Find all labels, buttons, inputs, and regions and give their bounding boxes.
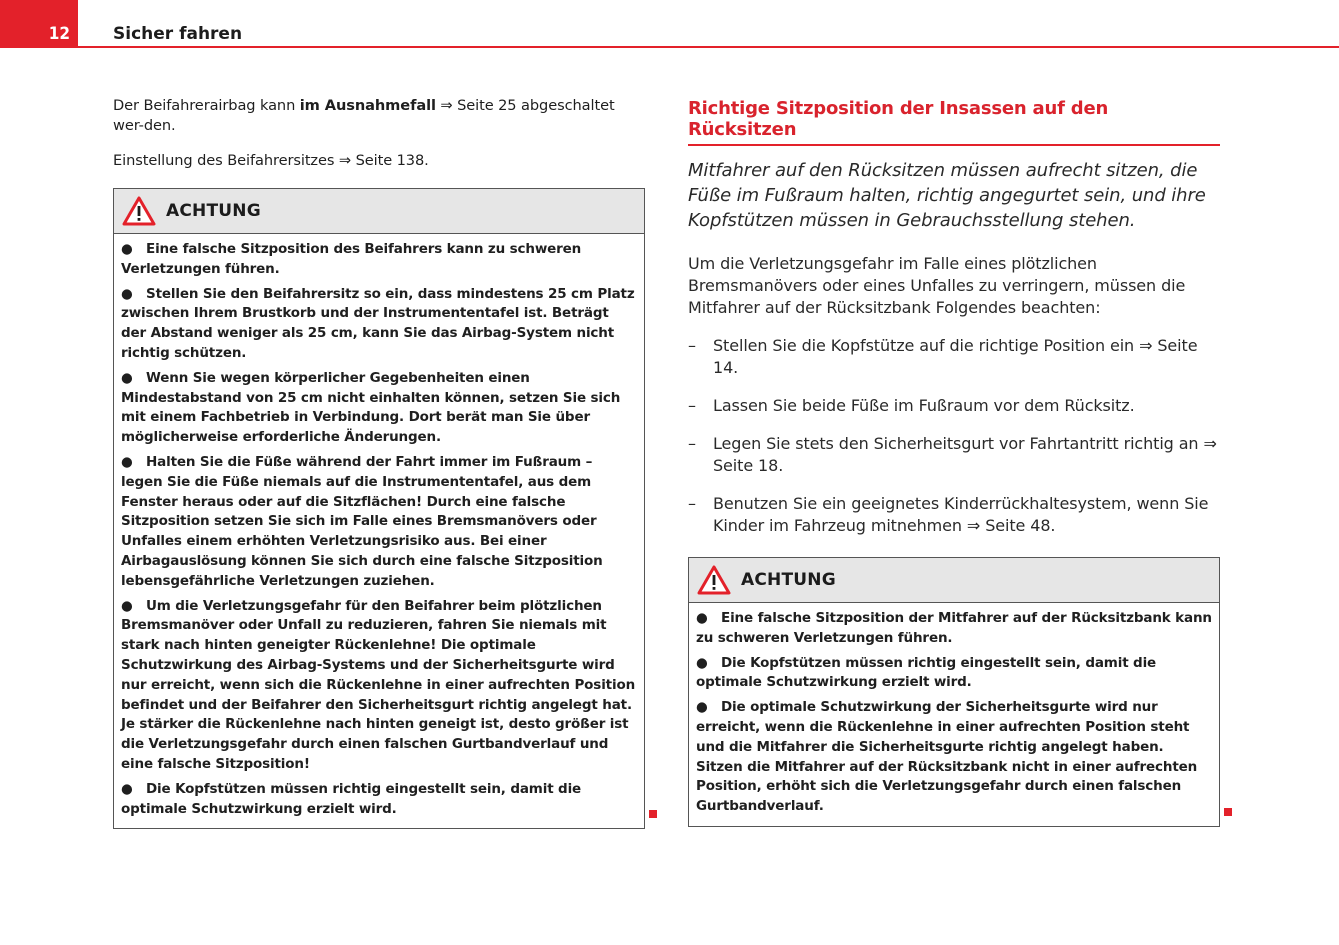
intro-paragraph: Um die Verletzungsgefahr im Falle eines plötzlichen Bremsmanövers oder eines Unfalles zu verringern, müssen die Mitfahrer auf der Rücksitzbank Folgendes beachten: xyxy=(688,254,1186,317)
warning-item xyxy=(121,780,637,820)
list-item xyxy=(688,493,1220,537)
warning-text: Wenn Sie wegen körperlicher Gegebenheiten einen Mindestabstand von 25 cm nicht einhalten können, setzen Sie sich mit einem Fachbetrieb in Verbindung. Dort berät man Sie über möglicherweise erforderliche Änderungen. xyxy=(121,369,621,446)
bullet-icon: ● xyxy=(121,780,133,797)
list-item-text: Stellen Sie die Kopfstütze auf die richtige Position ein ⇒ Seite 14. xyxy=(713,336,1198,377)
left-column xyxy=(113,96,645,829)
warning-text: Die optimale Schutzwirkung der Sicherheitsgurte wird nur erreicht, wenn die Rückenlehne in einer aufrechten Position steht und die Mitfahrer die Sicherheitsgurte richtig angelegt haben. Sitzen die Mitfahrer auf der Rücksitzbank nicht in einer aufrechten Position, erhöht sich die Verletzungsgefahr durch einen falschen Gurtbandverlauf. xyxy=(696,699,1198,815)
warning-header xyxy=(689,558,1219,603)
bullet-icon: ● xyxy=(121,241,133,257)
bullet-icon: ● xyxy=(121,597,133,614)
list-item xyxy=(688,395,1220,417)
warning-body xyxy=(114,234,644,828)
section-title: Richtige Sitzposition der Insassen auf den Rücksitzen xyxy=(688,96,1220,146)
dash-icon: – xyxy=(688,396,696,415)
warning-text: Eine falsche Sitzposition des Beifahrers kann zu schweren Verletzungen führen. xyxy=(121,241,582,277)
warning-item xyxy=(121,369,637,448)
warning-box-left xyxy=(113,188,645,829)
list-item-text: Legen Sie stets den Sicherheitsgurt vor Fahrtantritt richtig an ⇒ Seite 18. xyxy=(713,434,1217,475)
warning-item xyxy=(121,285,637,364)
bullet-icon: ● xyxy=(121,285,133,302)
header-rule xyxy=(78,46,1339,48)
section-lead: Mitfahrer auf den Rücksitzen müssen aufrecht sitzen, die Füße im Fußraum halten, richtig angegurtet sein, und ihre Kopfstützen müssen in Gebrauchsstellung stehen. xyxy=(688,160,1206,231)
warning-item xyxy=(121,453,637,592)
paragraph-airbag xyxy=(113,96,645,136)
list-item-text: Lassen Sie beide Füße im Fußraum vor dem Rücksitz. xyxy=(713,396,1135,415)
warning-item xyxy=(696,698,1212,817)
dash-icon: – xyxy=(688,434,696,453)
warning-item xyxy=(696,654,1212,694)
warning-text: Die Kopfstützen müssen richtig eingestellt sein, damit die optimale Schutzwirkung erzielt wird. xyxy=(121,780,582,817)
list-item xyxy=(688,335,1220,379)
dash-icon: – xyxy=(688,494,696,513)
instruction-list xyxy=(688,335,1220,537)
page-number: 12 xyxy=(48,24,70,44)
page-reference: ⇒ Seite 25 abgeschaltet wer-den. xyxy=(113,97,615,134)
warning-item xyxy=(696,609,1212,649)
section-end-marker xyxy=(1224,808,1232,816)
warning-triangle-icon xyxy=(697,565,731,595)
warning-text: Die Kopfstützen müssen richtig eingestellt sein, damit die optimale Schutzwirkung erzielt wird. xyxy=(696,654,1157,691)
warning-text: Halten Sie die Füße während der Fahrt immer im Fußraum – legen Sie die Füße niemals auf die Instrumententafel, aus dem Fenster heraus oder auf die Sitzflächen! Durch eine falsche Sitzposition setzen Sie sich im Falle eines Bremsmanövers oder Unfalles einem erhöhten Verletzungsrisiko aus. Bei einer Airbagauslösung können Sie sich durch eine falsche Sitzposition lebensgefährliche Verletzungen zuziehen. xyxy=(121,453,603,589)
chapter-title: Sicher fahren xyxy=(113,24,243,44)
warning-item xyxy=(121,240,637,280)
list-item xyxy=(688,433,1220,477)
text: Der Beifahrerairbag kann xyxy=(113,97,300,114)
warning-text: Eine falsche Sitzposition der Mitfahrer auf der Rücksitzbank kann zu schweren Verletzungen führen. xyxy=(696,610,1212,646)
list-item-text: Benutzen Sie ein geeignetes Kinderrückhaltesystem, wenn Sie Kinder im Fahrzeug mitnehmen ⇒ Seite 48. xyxy=(713,494,1209,535)
warning-title: ACHTUNG xyxy=(741,570,836,590)
dash-icon: – xyxy=(688,336,696,355)
paragraph-seat-adjust: Einstellung des Beifahrersitzes ⇒ Seite 138. xyxy=(113,152,429,169)
warning-triangle-icon xyxy=(122,196,156,226)
bullet-icon: ● xyxy=(696,610,708,626)
bullet-icon: ● xyxy=(121,369,133,386)
warning-text: Um die Verletzungsgefahr für den Beifahrer beim plötzlichen Bremsmanöver oder Unfall zu reduzieren, fahren Sie niemals mit stark nach hinten geneigter Rückenlehne! Die optimale Schutzwirkung des Airbag-Systems und der Sicherheitsgurte wird nur erreicht, wenn sich die Rückenlehne in einer aufrechten Position befindet und der Beifahrer den Sicherheitsgurt richtig angelegt hat. Je stärker die Rückenlehne nach hinten geneigt ist, desto größer ist die Verletzungsgefahr durch einen falschen Gurtbandverlauf und eine falsche Sitzposition! xyxy=(121,597,636,772)
bullet-icon: ● xyxy=(121,453,133,470)
bold-text: im Ausnahmefall xyxy=(299,97,436,114)
bullet-icon: ● xyxy=(696,654,708,671)
warning-body xyxy=(689,603,1219,826)
bullet-icon: ● xyxy=(696,699,708,716)
warning-text: Stellen Sie den Beifahrersitz so ein, dass mindestens 25 cm Platz zwischen Ihrem Brustkorb und der Instrumententafel ist. Beträgt der Abstand weniger als 25 cm, kann Sie das Airbag-System nicht richtig schützen. xyxy=(121,285,635,361)
section-end-marker xyxy=(649,810,657,818)
warning-header xyxy=(114,189,644,234)
warning-item xyxy=(121,597,637,775)
warning-title: ACHTUNG xyxy=(166,201,261,221)
warning-box-right xyxy=(688,557,1220,827)
right-column xyxy=(688,96,1220,827)
